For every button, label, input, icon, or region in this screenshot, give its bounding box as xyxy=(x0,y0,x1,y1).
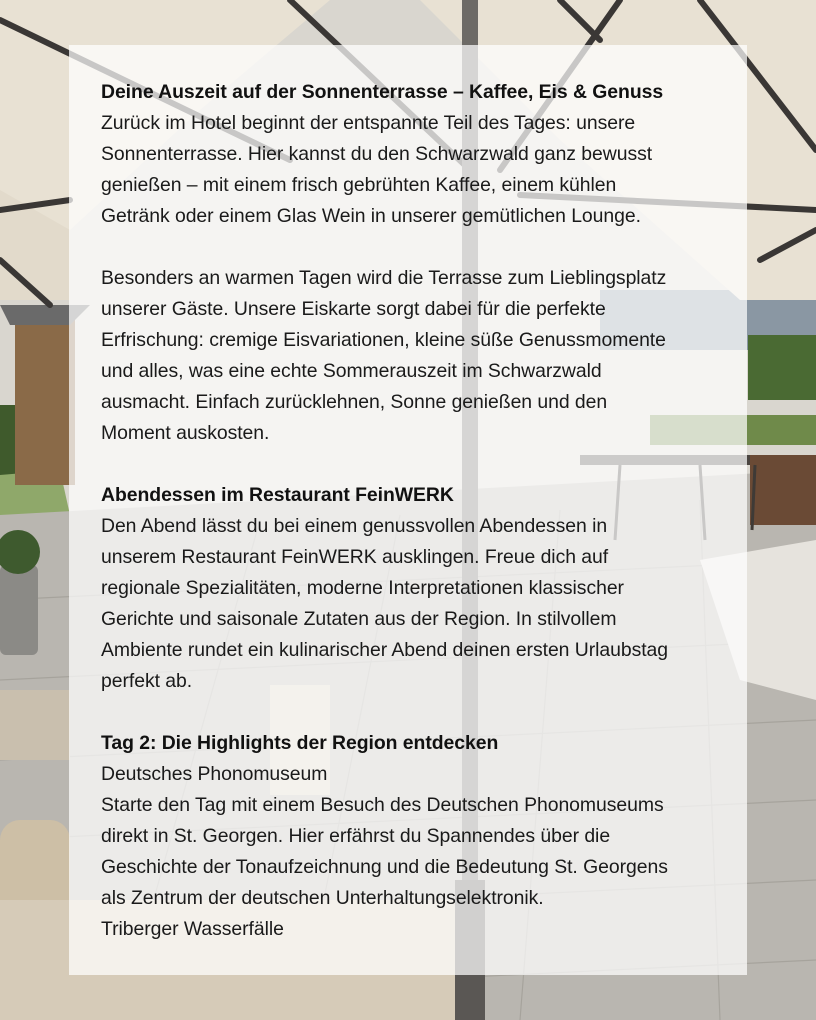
paragraph-line: Den Abend lässt du bei einem genussvollen Abendessen in xyxy=(101,515,608,537)
paragraph-spacer xyxy=(101,232,717,263)
paragraph-line: ausmacht. Einfach zurücklehnen, Sonne genießen und den xyxy=(101,391,608,413)
text-card xyxy=(69,45,747,975)
paragraph-line: Getränk oder einem Glas Wein in unserer gemütlichen Lounge. xyxy=(101,205,641,227)
heading-tag-2: Tag 2: Die Highlights der Region entdecken xyxy=(101,732,499,754)
heading-sonnenterrasse: Deine Auszeit auf der Sonnenterrasse – Kaffee, Eis & Genuss xyxy=(101,81,664,103)
paragraph-line: Erfrischung: cremige Eisvariationen, kleine süße Genussmomente xyxy=(101,329,666,351)
paragraph-line: Zurück im Hotel beginnt der entspannte Teil des Tages: unsere xyxy=(101,112,636,134)
subheading-phonomuseum: Deutsches Phonomuseum xyxy=(101,763,328,785)
subheading-triberger-wasserfaelle: Triberger Wasserfälle xyxy=(101,918,284,940)
paragraph-spacer xyxy=(101,449,717,480)
paragraph-line: Starte den Tag mit einem Besuch des Deutschen Phonomuseums xyxy=(101,794,664,816)
paragraph-line: direkt in St. Georgen. Hier erfährst du Spannendes über die xyxy=(101,825,611,847)
paragraph-line: perfekt ab. xyxy=(101,670,193,692)
paragraph-line: regionale Spezialitäten, moderne Interpretationen klassischer xyxy=(101,577,624,599)
paragraph-line: Sonnenterrasse. Hier kannst du den Schwarzwald ganz bewusst xyxy=(101,143,653,165)
paragraph-line: Geschichte der Tonaufzeichnung und die Bedeutung St. Georgens xyxy=(101,856,668,878)
paragraph-line: unserer Gäste. Unsere Eiskarte sorgt dabei für die perfekte xyxy=(101,298,606,320)
paragraph-line: und alles, was eine echte Sommerauszeit im Schwarzwald xyxy=(101,360,602,382)
paragraph-line: als Zentrum der deutschen Unterhaltungselektronik. xyxy=(101,887,544,909)
paragraph-line: Ambiente rundet ein kulinarischer Abend deinen ersten Urlaubstag xyxy=(101,639,669,661)
paragraph-line: Moment auskosten. xyxy=(101,422,270,444)
paragraph-spacer xyxy=(101,697,717,728)
paragraph-line: Gerichte und saisonale Zutaten aus der Region. In stilvollem xyxy=(101,608,617,630)
paragraph-line: genießen – mit einem frisch gebrühten Kaffee, einem kühlen xyxy=(101,174,617,196)
paragraph-line: Besonders an warmen Tagen wird die Terrasse zum Lieblingsplatz xyxy=(101,267,667,289)
heading-restaurant-feinwerk: Abendessen im Restaurant FeinWERK xyxy=(101,484,454,506)
paragraph-line: unserem Restaurant FeinWERK ausklingen. Freue dich auf xyxy=(101,546,609,568)
